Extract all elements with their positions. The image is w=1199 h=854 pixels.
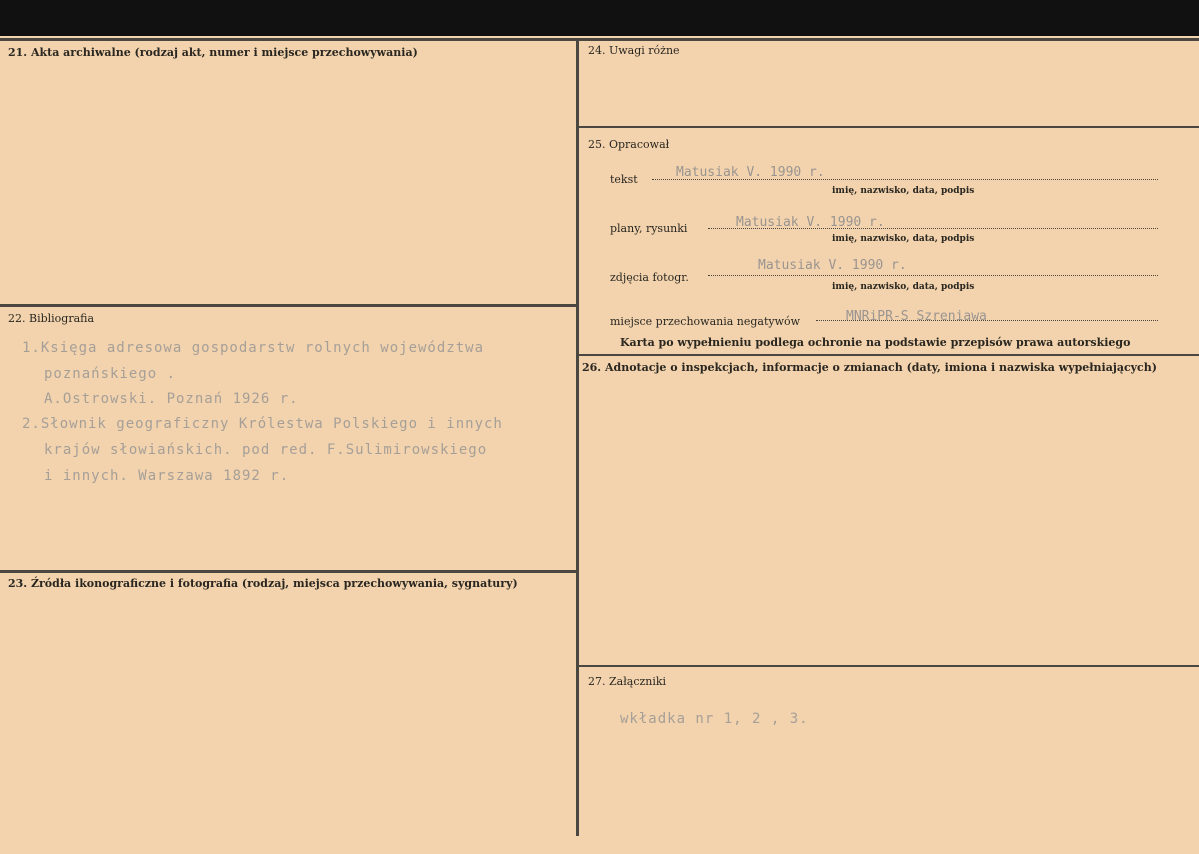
center-divider <box>576 40 579 836</box>
plany-label: plany, rysunki <box>610 222 688 235</box>
divider-21-22 <box>0 304 577 307</box>
section-25-title: 25. Opracował <box>588 138 670 151</box>
negatywy-label: miejsce przechowania negatywów <box>610 315 801 328</box>
bibliography-line-2: poznańskiego . <box>44 366 177 382</box>
divider-25-26 <box>578 354 1199 356</box>
section-27-title: 27. Załączniki <box>588 675 667 688</box>
bibliography-line-3: A.Ostrowski. Poznań 1926 r. <box>44 391 299 407</box>
divider-22-23 <box>0 570 578 573</box>
section-24-title: 24. Uwagi różne <box>588 44 680 57</box>
divider-26-27 <box>578 665 1199 667</box>
divider-24-25 <box>578 126 1199 128</box>
tekst-label: tekst <box>610 173 638 186</box>
bibliography-line-6: i innych. Warszawa 1892 r. <box>44 468 290 484</box>
zdjecia-line <box>708 275 1158 276</box>
negatywy-value: MNRiPR-S Szreniawa <box>846 309 987 324</box>
bibliography-line-4: 2.Słownik geograficzny Królestwa Polskiego i innych <box>22 416 503 432</box>
section-21-title: 21. Akta archiwalne (rodzaj akt, numer i miejsce przechowywania) <box>8 46 418 59</box>
attachments-value: wkładka nr 1, 2 , 3. <box>620 711 809 727</box>
bibliography-line-1: 1.Księga adresowa gospodarstw rolnych województwa <box>22 340 485 356</box>
plany-value: Matusiak V. 1990 r. <box>736 215 885 230</box>
copyright-note: Karta po wypełnieniu podlega ochronie na podstawie przepisów prawa autorskiego <box>620 336 1131 349</box>
tekst-caption: imię, nazwisko, data, podpis <box>832 186 975 196</box>
zdjecia-value: Matusiak V. 1990 r. <box>758 258 907 273</box>
top-border-line <box>0 38 1199 41</box>
section-23-title: 23. Źródła ikonograficzne i fotografia (rodzaj, miejsca przechowywania, sygnatury) <box>8 577 518 590</box>
section-22-title: 22. Bibliografia <box>8 312 95 325</box>
tekst-value: Matusiak V. 1990 r. <box>676 165 825 180</box>
zdjecia-caption: imię, nazwisko, data, podpis <box>832 282 975 292</box>
bibliography-line-5: krajów słowiańskich. pod red. F.Sulimirowskiego <box>44 442 488 458</box>
scanner-top-edge <box>0 0 1199 36</box>
zdjecia-label: zdjęcia fotogr. <box>610 271 689 284</box>
section-26-title: 26. Adnotacje o inspekcjach, informacje o zmianach (daty, imiona i nazwiska wypełniających) <box>582 361 1157 374</box>
plany-caption: imię, nazwisko, data, podpis <box>832 234 975 244</box>
